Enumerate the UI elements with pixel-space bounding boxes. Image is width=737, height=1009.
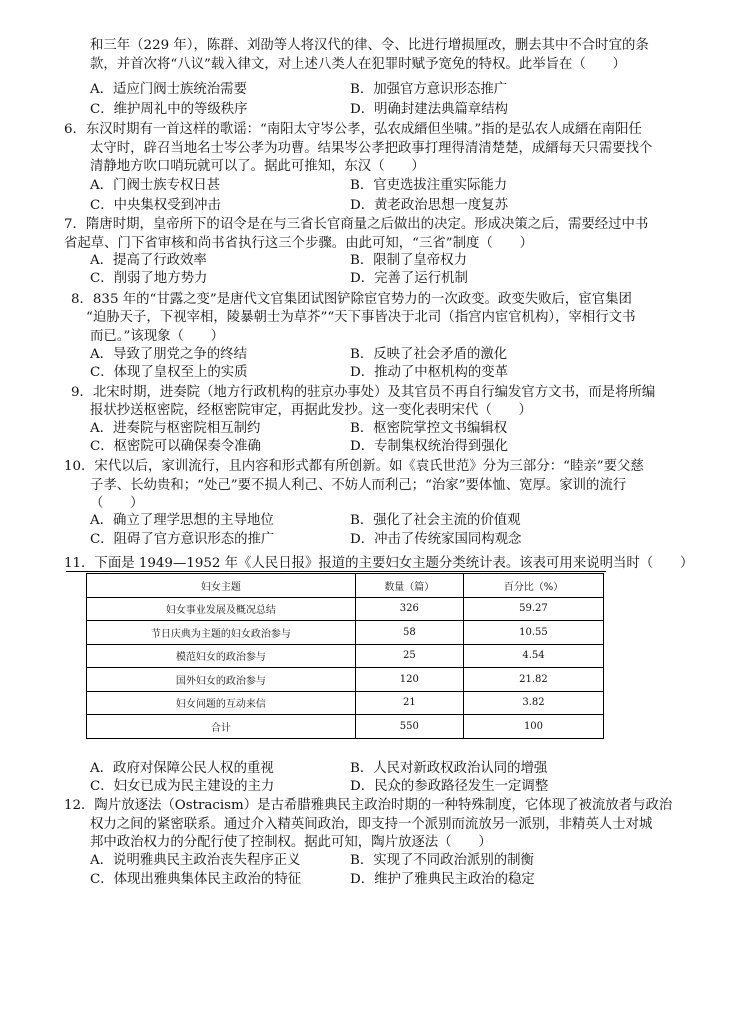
table-header-row — [87, 574, 604, 598]
q6-line-2: 太守时，辟召当地名士岑公孝为功曹。结果岑公孝把政事打理得清清楚楚，成縉每天只需要找个 — [90, 141, 653, 156]
q12-option-b[interactable]: B．实现了不同政治派别的制衡 — [350, 853, 534, 868]
q12-option-c[interactable]: C．体现出雅典集体民主政治的特征 — [90, 872, 302, 887]
q6-option-a[interactable]: A．门阀士族专权日甚 — [90, 178, 221, 193]
table-row — [87, 668, 604, 692]
q8-line-2: “迫胁天子，下视宰相，陵暴朝士为草芥”“天下事皆决于北司（指宫内宦官机构），宰相行文书 — [86, 310, 636, 325]
q7-line-2: 省起草、门下省审核和尚书省执行这三个步骤。由此可知，“三省”制度（ ） — [64, 236, 533, 251]
table-cell: 58 — [355, 621, 463, 645]
q12-line-1: 12．陶片放逐法（Ostracism）是古希腊雅典民主政治时期的一种特殊制度，它体现了被流放者与政治 — [64, 798, 673, 813]
q9-option-b[interactable]: B．枢密院掌控文书编辑权 — [350, 421, 508, 436]
table-cell: 10.55 — [463, 621, 603, 645]
table-row — [87, 644, 604, 668]
q6-option-c[interactable]: C．中央集权受到冲击 — [90, 198, 221, 213]
table-total-row — [87, 715, 604, 739]
q9-line-1: 9．北宋时期，进奏院（地方行政机构的驻京办事处）及其官员不再自行编发官方文书，而是将所编 — [71, 385, 656, 400]
table-header-cell: 妇女主题 — [87, 574, 356, 598]
table-cell: 妇女问题的互动来信 — [87, 691, 356, 715]
q8-option-c[interactable]: C．体现了皇权至上的实质 — [90, 365, 248, 380]
q6-line-1: 6．东汉时期有一首这样的歌谣：“南阳太守岑公孝，弘农成縉但坐啸。”指的是弘农人成縉在南阳任 — [64, 122, 642, 137]
table-cell: 国外妇女的政治参与 — [87, 668, 356, 692]
table-cell: 妇女事业发展及概况总结 — [87, 597, 356, 621]
table-cell: 59.27 — [463, 597, 603, 621]
q5-option-c[interactable]: C．维护周礼中的等级秩序 — [90, 102, 248, 117]
table-row — [87, 621, 604, 645]
q8-option-d[interactable]: D．推动了中枢机构的变革 — [350, 365, 509, 380]
q6-option-d[interactable]: D．黄老政治思想一度复苏 — [350, 198, 509, 213]
table-cell: 21.82 — [463, 668, 603, 692]
q12-option-a[interactable]: A．说明雅典民主政治丧失程序正义 — [90, 853, 301, 868]
q10-option-d[interactable]: D．冲击了传统家国同构观念 — [350, 532, 522, 547]
q10-option-c[interactable]: C．阻碍了官方意识形态的推广 — [90, 532, 275, 547]
table-row — [87, 691, 604, 715]
q10-line-2: 子孝、长幼贵和；“处己”要不损人利己、不妨人而利己；“治家”要体恤、宽厚。家训的流行 — [90, 478, 627, 493]
table-cell: 合计 — [87, 715, 356, 739]
q9-line-2: 报状抄送枢密院，经枢密院审定，再据此发抄。这一变化表明宋代（ ） — [90, 403, 532, 418]
q5-line-1: 和三年（229 年），陈群、刘劭等人将汉代的律、令、比进行增损厘改，删去其中不合时宜的条 — [90, 38, 649, 53]
table-cell: 3.82 — [463, 691, 603, 715]
table-cell: 120 — [355, 668, 463, 692]
table-cell: 25 — [355, 644, 463, 668]
table-cell: 4.54 — [463, 644, 603, 668]
q11-option-c[interactable]: C．妇女已成为民主建设的主力 — [90, 779, 275, 794]
q11-line-1: 11．下面是 1949—1952 年《人民日报》报道的主要妇女主题分类统计表。该表可用来说明当时（ ） — [64, 556, 694, 571]
table-header-cell: 百分比（%） — [463, 574, 603, 598]
q12-line-2: 权力之间的紧密联系。通过介入精英间政治，即支持一个派别而流放另一派别，非精英人士对城 — [90, 817, 653, 832]
q12-line-3: 邦中政治权力的分配行使了控制权。据此可知，陶片放逐法（ ） — [90, 835, 492, 850]
table-cell: 模范妇女的政治参与 — [87, 644, 356, 668]
q11-option-a[interactable]: A．政府对保障公民人权的重视 — [90, 761, 274, 776]
q10-line-1: 10．宋代以后，家训流行，且内容和形式都有所创新。如《袁氏世范》分为三部分：“睦亲”要父慈 — [64, 459, 644, 474]
q11-underline — [66, 571, 606, 572]
q8-line-3: 而已。”该现象（ ） — [90, 329, 225, 344]
q7-option-c[interactable]: C．削弱了地方势力 — [90, 271, 208, 286]
q5-line-2: 款，并首次将“八议”载入律文，对上述八类人在犯罪时赋予宽免的特权。此举旨在（ ） — [90, 57, 626, 72]
q11-option-d[interactable]: D．民众的参政路径发生一定调整 — [350, 779, 549, 794]
q12-option-d[interactable]: D．维护了雅典民主政治的稳定 — [350, 872, 535, 887]
table-row — [87, 597, 604, 621]
q10-option-b[interactable]: B．强化了社会主流的价值观 — [350, 513, 521, 528]
q7-option-a[interactable]: A．提高了行政效率 — [90, 253, 207, 268]
table-cell: 326 — [355, 597, 463, 621]
q7-option-d[interactable]: D．完善了运行机制 — [350, 271, 468, 286]
q5-option-b[interactable]: B．加强官方意识形态推广 — [350, 82, 508, 97]
q7-line-1: 7．隋唐时期，皇帝所下的诏令是在与三省长官商量之后做出的决定。形成决策之后，需要经过中书 — [64, 217, 649, 232]
q7-option-b[interactable]: B．限制了皇帝权力 — [350, 253, 467, 268]
q9-option-d[interactable]: D．专制集权统治得到强化 — [350, 439, 509, 454]
table-cell: 21 — [355, 691, 463, 715]
q8-line-1: 8．835 年的“甘露之变”是唐代文官集团试图铲除宦官势力的一次政变。政变失败后，宦官集团 — [71, 292, 632, 307]
q11-option-b[interactable]: B．人民对新政权政治认同的增强 — [350, 761, 548, 776]
women-topic-stat-table — [86, 573, 604, 739]
q9-option-a[interactable]: A．进奏院与枢密院相互制约 — [90, 421, 261, 436]
q8-option-a[interactable]: A．导致了朋党之争的终结 — [90, 347, 247, 362]
q5-option-a[interactable]: A．适应门阀士族统治需要 — [90, 82, 247, 97]
q6-line-3: 清静地方吹口哨玩就可以了。据此可推知，东汉（ ） — [90, 159, 425, 174]
q8-option-b[interactable]: B．反映了社会矛盾的激化 — [350, 347, 508, 362]
q10-line-3: （ ） — [90, 496, 144, 511]
table-header-cell: 数量（篇） — [355, 574, 463, 598]
table-cell: 节日庆典为主题的妇女政治参与 — [87, 621, 356, 645]
q9-option-c[interactable]: C．枢密院可以确保奏令准确 — [90, 439, 261, 454]
q6-option-b[interactable]: B．官吏选拔注重实际能力 — [350, 178, 508, 193]
q5-option-d[interactable]: D．明确封建法典篇章结构 — [350, 102, 509, 117]
table-cell: 100 — [463, 715, 603, 739]
q10-option-a[interactable]: A．确立了理学思想的主导地位 — [90, 513, 274, 528]
table-cell: 550 — [355, 715, 463, 739]
